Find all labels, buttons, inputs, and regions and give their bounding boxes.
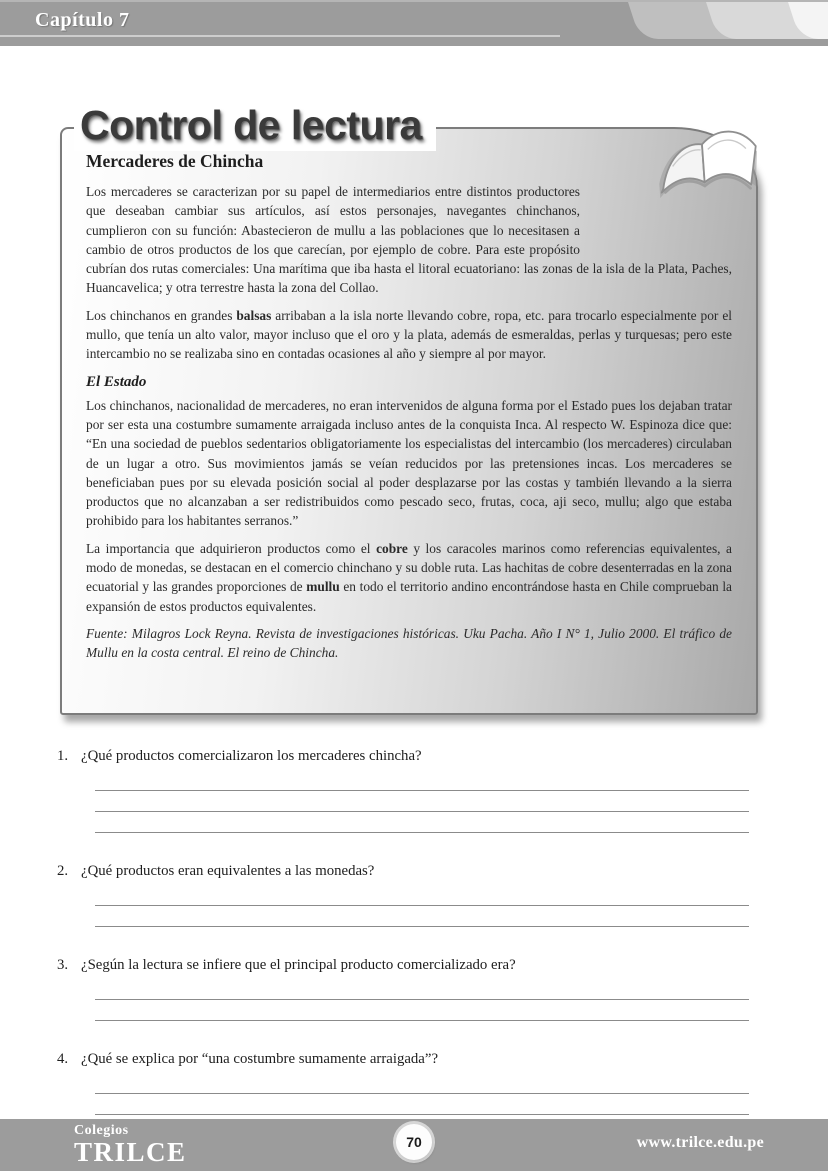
question-number: 3. — [57, 957, 69, 973]
question-number: 4. — [57, 1051, 69, 1067]
question-item — [57, 863, 749, 927]
answer-line — [95, 812, 749, 833]
chapter-label: Capítulo 7 — [35, 9, 130, 31]
question-text: ¿Qué productos comercializaron los mercaderes chincha? — [81, 748, 422, 764]
answer-line — [95, 885, 749, 906]
reading-section — [60, 102, 758, 715]
reading-paragraph: Los chinchanos, nacionalidad de mercaderes, no eran intervenidos de alguna forma por el Estado pues los dejaban tratar por ser esta una costumbre sumamente arraigada incluso antes de la conquista Inca. Al respecto W. Espinoza dice que: “En una sociedad de pueblos sedentarios obligatoriamente los especialistas del intercambio (los mercaderes) circulaban de un lugar a otro. Sus movimientos jamás se veían reducidos por las pretensiones incas. Los mercaderes se beneficiaban pues por su elevada posición social al poder desplazarse por las costas y también llevando a la sierra productos que no alcanzaban a ser redistribuidos como pescado seco, frutas, coca, aji seco, mullu; algo que estaba prohibido para los habitantes serranos.” — [86, 397, 732, 529]
answer-line — [95, 1000, 749, 1021]
website-url: www.trilce.edu.pe — [636, 1134, 764, 1151]
reading-subheading: El Estado — [86, 373, 147, 390]
page-title: Control de lectura — [74, 102, 436, 151]
answer-line — [95, 770, 749, 791]
question-text: ¿Qué se explica por “una costumbre sumamente arraigada”? — [81, 1051, 439, 1067]
reading-paragraph: La importancia que adquirieron productos como el cobre y los caracoles marinos como referencias equivalentes, a modo de monedas, se destacan en el comercio chinchano y su doble ruta. Las hachitas de cobre desenterradas en la zona ecuatorial y las grandes proporciones de mullu en todo el territorio andino encontrándose hasta en Chile comprueban la expansión de estos productos equivalentes. — [86, 540, 732, 614]
question-text: ¿Qué productos eran equivalentes a las monedas? — [81, 863, 375, 879]
reading-heading: Mercaderes de Chincha — [86, 151, 264, 171]
reading-paragraph: Los mercaderes se caracterizan por su papel de intermediarios entre distintos productores que deseaban cambiar sus artículos, así estos personajes, navegantes chinchanos, cumplieron con su función: Abastecieron de mullu a las poblaciones que lo necesitasen a cambio de otros productos de los que carecían, por ejemplo de cobre. Para este propósito cubrían dos rutas comerciales: Una marítima que iba hasta el litoral ecuatoriano: las zonas de la isla de la Plata, Paches, Huancavelica; y otra terrestre hasta la zona del Collao. — [86, 184, 732, 296]
answer-lines-group — [95, 885, 749, 927]
footer-bar — [0, 1119, 828, 1171]
chapter-header-bar — [0, 0, 828, 46]
question-text: ¿Según la lectura se infiere que el principal producto comercializado era? — [81, 957, 516, 973]
answer-lines-group — [95, 979, 749, 1021]
reading-paragraph: Los chinchanos en grandes balsas arribaban a la isla norte llevando cobre, ropa, etc. para trocarlo especialmente por el mullo, que tenía un alto valor, mayor incluso que el oro y la plata, además de esmeraldas, perlas y turquesas; pero este intercambio no se realizaba sino en contadas ocasiones al año y siempre al por mayor. — [86, 307, 732, 362]
source-note: Fuente: Milagros Lock Reyna. Revista de investigaciones históricas. Uku Pacha. Año I N° 1, Julio 2000. El tráfico de Mullu en la costa central. El reino de Chincha. — [86, 625, 732, 661]
answer-line — [95, 979, 749, 1000]
question-number: 2. — [57, 863, 69, 879]
question-item — [57, 957, 749, 1021]
question-item — [57, 748, 749, 833]
brand-trilce: TRILCE — [74, 1137, 187, 1167]
page-number-badge: 70 — [396, 1124, 432, 1160]
questions-section — [57, 748, 749, 1166]
brand-colegios: Colegios — [74, 1123, 129, 1138]
brand-logo — [74, 1124, 187, 1166]
answer-line — [95, 1073, 749, 1094]
answer-lines-group — [95, 770, 749, 833]
question-number: 1. — [57, 748, 69, 764]
answer-line — [95, 791, 749, 812]
answer-line — [95, 1094, 749, 1115]
open-book-icon — [633, 103, 776, 216]
answer-line — [95, 906, 749, 927]
chapter-underline — [0, 35, 560, 37]
